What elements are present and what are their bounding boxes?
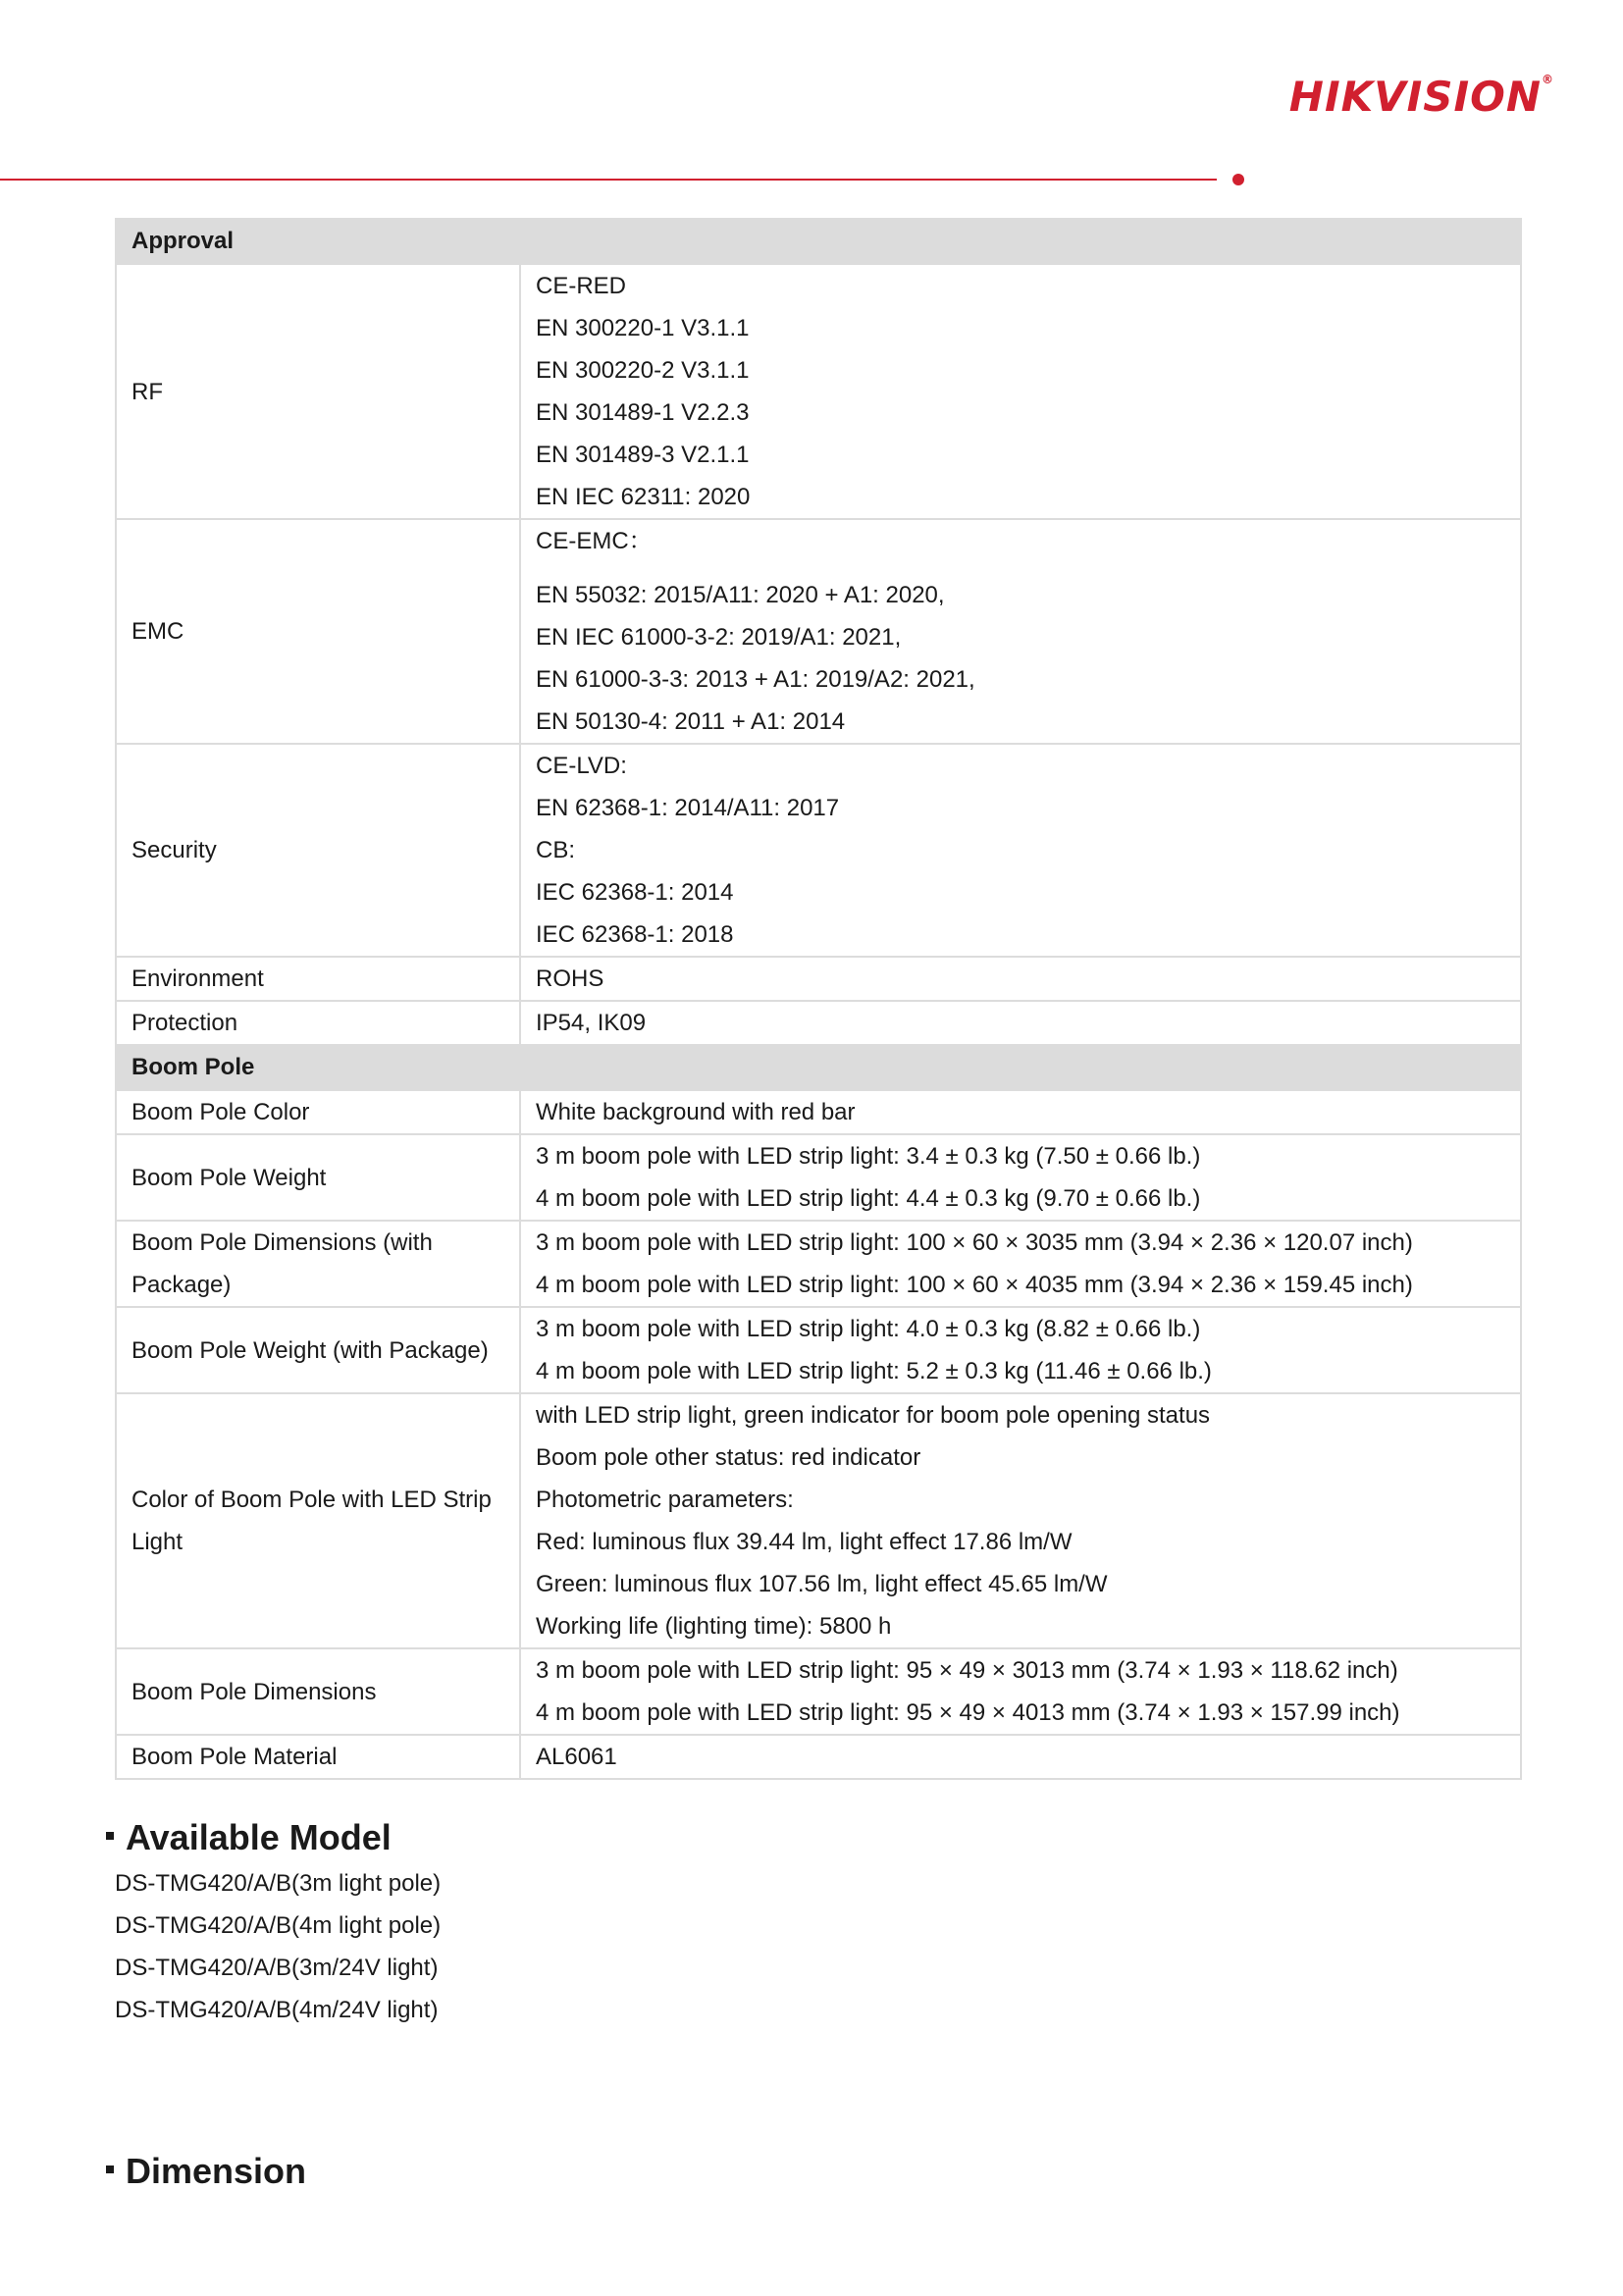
spec-value [520,1393,1521,1648]
spec-value [520,1307,1521,1393]
hikvision-logo: HIKVISION® [1288,73,1554,121]
spec-row [116,1221,1521,1307]
spec-value [520,1001,1521,1045]
spec-value [520,264,1521,519]
dimension-heading: Dimension [106,2151,306,2192]
spec-value-line: EN 50130-4: 2011 + A1: 2014 [536,708,846,735]
spec-row [116,1134,1521,1221]
spec-value-line: IP54, IK09 [536,1010,647,1036]
spec-value-line: CE-RED [536,273,627,299]
spec-key: Boom Pole Material [116,1735,520,1779]
spec-key: EMC [116,519,520,744]
spec-value-line: 4 m boom pole with LED strip light: 5.2 ± 0.3 kg (11.46 ± 0.66 lb.) [536,1358,1212,1384]
spec-value-line: Green: luminous flux 107.56 lm, light effect 45.65 lm/W [536,1571,1108,1597]
spec-value [520,1221,1521,1307]
spec-value-line: 4 m boom pole with LED strip light: 95 × 49 × 4013 mm (3.74 × 1.93 × 157.99 inch) [536,1699,1400,1726]
spec-value-line: Photometric parameters: [536,1487,794,1513]
spec-value-line: Red: luminous flux 39.44 lm, light effect 17.86 lm/W [536,1529,1073,1555]
spec-value [520,1090,1521,1134]
spec-key: Boom Pole Weight [116,1134,520,1221]
spec-row [116,1001,1521,1045]
spec-row [116,1393,1521,1648]
model-item: DS-TMG420/A/B(3m light pole) [115,1870,442,1897]
spec-value-line: CE-EMC： [536,528,653,554]
spec-value-line: EN 300220-2 V3.1.1 [536,357,750,384]
spec-value [520,1134,1521,1221]
spec-value-line: 3 m boom pole with LED strip light: 100 × 60 × 3035 mm (3.94 × 2.36 × 120.07 inch) [536,1229,1413,1256]
header-divider [0,179,1217,181]
spec-value [520,519,1521,744]
spec-value-line: Boom pole other status: red indicator [536,1444,921,1471]
spec-value-line: EN IEC 62311: 2020 [536,484,751,510]
header-divider-dot [1232,174,1244,185]
spec-key: Boom Pole Weight (with Package) [116,1307,520,1393]
spec-key: Boom Pole Dimensions (with Package) [116,1221,520,1307]
spec-value-line: EN 301489-3 V2.1.1 [536,442,750,468]
spec-row [116,1090,1521,1134]
model-item: DS-TMG420/A/B(4m light pole) [115,1912,442,1939]
spec-value-line: EN 55032: 2015/A11: 2020 + A1: 2020, [536,582,945,608]
spec-value-line: CB: [536,837,576,863]
spec-value-line: CE-LVD: [536,753,627,779]
spec-key: Color of Boom Pole with LED Strip Light [116,1393,520,1648]
spec-value-line: EN 61000-3-3: 2013 + A1: 2019/A2: 2021, [536,666,975,693]
spec-value-line: 3 m boom pole with LED strip light: 3.4 ± 0.3 kg (7.50 ± 0.66 lb.) [536,1143,1201,1170]
spec-value-line: IEC 62368-1: 2018 [536,921,734,948]
spec-key: RF [116,264,520,519]
section-header-row [116,219,1521,264]
spec-value-line: EN 301489-1 V2.2.3 [536,399,750,426]
spec-value-line: AL6061 [536,1744,617,1770]
spec-key: Environment [116,957,520,1001]
spec-value-line: White background with red bar [536,1099,856,1125]
spec-key: Security [116,744,520,957]
spec-row [116,1307,1521,1393]
section-title: Boom Pole [116,1045,1521,1090]
spec-row [116,1648,1521,1735]
spec-value-line: ROHS [536,965,604,992]
section-title: Approval [116,219,1521,264]
section-header-row [116,1045,1521,1090]
spec-row [116,519,1521,744]
spec-value-line: EN IEC 61000-3-2: 2019/A1: 2021, [536,624,902,651]
spec-value-line: 3 m boom pole with LED strip light: 95 × 49 × 3013 mm (3.74 × 1.93 × 118.62 inch) [536,1657,1398,1684]
spec-value-line: 3 m boom pole with LED strip light: 4.0 ± 0.3 kg (8.82 ± 0.66 lb.) [536,1316,1201,1342]
spec-value [520,1648,1521,1735]
spec-table [115,218,1522,1780]
model-item: DS-TMG420/A/B(4m/24V light) [115,1997,439,2023]
spec-value-line: IEC 62368-1: 2014 [536,879,734,906]
spec-row [116,1735,1521,1779]
bullet-icon [106,1832,114,1840]
spec-value [520,1735,1521,1779]
spec-row [116,264,1521,519]
spec-key: Boom Pole Dimensions [116,1648,520,1735]
spec-key: Boom Pole Color [116,1090,520,1134]
spec-key: Protection [116,1001,520,1045]
spec-value [520,957,1521,1001]
spec-row [116,957,1521,1001]
spec-value-line: 4 m boom pole with LED strip light: 4.4 ± 0.3 kg (9.70 ± 0.66 lb.) [536,1185,1201,1212]
spec-value-line: with LED strip light, green indicator for boom pole opening status [536,1402,1211,1429]
spec-row [116,744,1521,957]
spec-value-line: EN 300220-1 V3.1.1 [536,315,750,341]
spec-value-line: 4 m boom pole with LED strip light: 100 × 60 × 4035 mm (3.94 × 2.36 × 159.45 inch) [536,1272,1413,1298]
spec-value [520,744,1521,957]
bullet-icon [106,2166,114,2173]
model-list [115,1862,441,2031]
model-item: DS-TMG420/A/B(3m/24V light) [115,1955,439,1981]
spec-value-line: EN 62368-1: 2014/A11: 2017 [536,795,840,821]
spec-value-line: Working life (lighting time): 5800 h [536,1613,892,1640]
available-model-heading: Available Model [106,1817,392,1858]
